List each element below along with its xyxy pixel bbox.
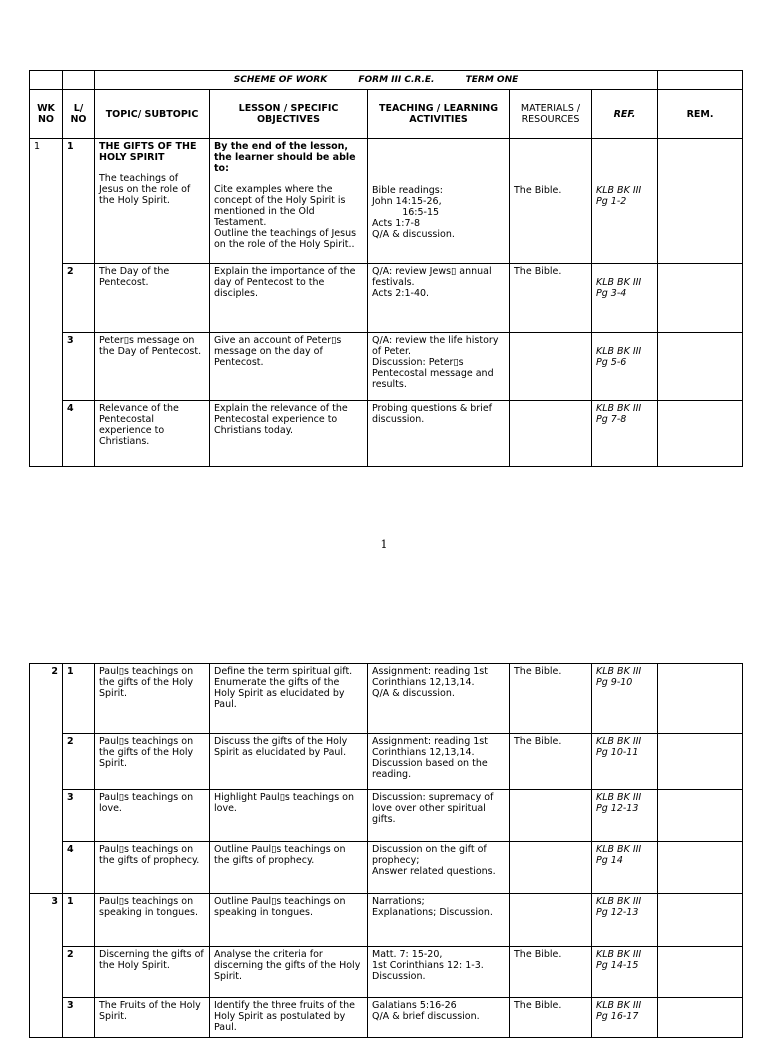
title-form: FORM III C.R.E. xyxy=(358,74,435,85)
header-row xyxy=(30,90,743,139)
page-number: 1 xyxy=(380,538,388,551)
objectives-cell: Give an account of Peter▯s message on the day of Pentecost. xyxy=(210,333,368,401)
objectives-cell: Identify the three fruits of the Holy Spirit as postulated by Paul. xyxy=(210,998,368,1038)
objectives-cell: Analyse the criteria for discerning the gifts of the Holy Spirit. xyxy=(210,947,368,998)
lesson-number: 2 xyxy=(63,947,95,998)
rem-cell xyxy=(658,894,743,947)
rem-cell xyxy=(658,842,743,894)
objectives-cell: Explain the importance of the day of Pentecost to the disciples. xyxy=(210,264,368,333)
objectives-cell: Discuss the gifts of the Holy Spirit as elucidated by Paul. xyxy=(210,734,368,790)
ref-cell: KLB BK III Pg 10-11 xyxy=(592,734,658,790)
header-ref: REF. xyxy=(592,90,658,139)
table-row xyxy=(30,947,743,998)
header-materials: MATERIALS / RESOURCES xyxy=(510,90,592,139)
materials-cell xyxy=(510,842,592,894)
rem-cell xyxy=(658,664,743,734)
scheme-of-work-table-page1 xyxy=(29,70,743,467)
materials-cell xyxy=(510,790,592,842)
rem-cell xyxy=(658,947,743,998)
activities-cell: Matt. 7: 15-20, 1st Corinthians 12: 1-3. Discussion. xyxy=(368,947,510,998)
activities-cell: Q/A: review the life history of Peter. Discussion: Peter▯s Pentecostal message and results. xyxy=(368,333,510,401)
activities-cell: Galatians 5:16-26 Q/A & brief discussion. xyxy=(368,998,510,1038)
header-activities: TEACHING / LEARNING ACTIVITIES xyxy=(368,90,510,139)
table-row xyxy=(30,333,743,401)
table-row xyxy=(30,734,743,790)
table-row xyxy=(30,998,743,1038)
objectives-cell: Outline Paul▯s teachings on the gifts of prophecy. xyxy=(210,842,368,894)
materials-cell: The Bible. xyxy=(510,264,592,333)
objectives-cell xyxy=(210,139,368,264)
title-term: TERM ONE xyxy=(465,74,519,85)
activities-cell: Assignment: reading 1st Corinthians 12,13,14. Discussion based on the reading. xyxy=(368,734,510,790)
lesson-number: 2 xyxy=(63,264,95,333)
objectives-cell: Outline Paul▯s teachings on speaking in tongues. xyxy=(210,894,368,947)
ref-cell: KLB BK III Pg 9-10 xyxy=(592,664,658,734)
document-title xyxy=(95,71,658,90)
ref-cell: KLB BK III Pg 7-8 xyxy=(592,401,658,467)
topic-cell: The Day of the Pentecost. xyxy=(95,264,210,333)
topic-cell xyxy=(95,139,210,264)
objectives-cell: Explain the relevance of the Pentecostal experience to Christians today. xyxy=(210,401,368,467)
activities-cell: Discussion on the gift of prophecy; Answer related questions. xyxy=(368,842,510,894)
header-topic: TOPIC/ SUBTOPIC xyxy=(95,90,210,139)
lesson-number: 4 xyxy=(63,401,95,467)
topic-cell: Paul▯s teachings on speaking in tongues. xyxy=(95,894,210,947)
rem-cell xyxy=(658,790,743,842)
lesson-number: 2 xyxy=(63,734,95,790)
activities-cell: Discussion: supremacy of love over other spiritual gifts. xyxy=(368,790,510,842)
topic-cell: Discerning the gifts of the Holy Spirit. xyxy=(95,947,210,998)
table-row xyxy=(30,264,743,333)
rem-cell xyxy=(658,401,743,467)
lesson-number: 1 xyxy=(63,139,95,264)
objectives-heading: By the end of the lesson, the learner should be able to: xyxy=(214,141,356,174)
rem-cell xyxy=(658,998,743,1038)
materials-cell xyxy=(510,401,592,467)
activities-cell: Bible readings: John 14:15-26, 16:5-15 Acts 1:7-8 Q/A & discussion. xyxy=(368,139,510,264)
topic-cell: Peter▯s message on the Day of Pentecost. xyxy=(95,333,210,401)
ref-cell: KLB BK III Pg 1-2 xyxy=(592,139,658,264)
activities-cell: Q/A: review Jews▯ annual festivals. Acts 2:1-40. xyxy=(368,264,510,333)
ref-cell: KLB BK III Pg 16-17 xyxy=(592,998,658,1038)
materials-cell xyxy=(510,333,592,401)
week-number: 2 xyxy=(30,664,63,894)
materials-cell xyxy=(510,894,592,947)
table-row xyxy=(30,401,743,467)
table-row xyxy=(30,894,743,947)
ref-cell: KLB BK III Pg 3-4 xyxy=(592,264,658,333)
title-row xyxy=(30,71,743,90)
topic-text: The teachings of Jesus on the role of the Holy Spirit. xyxy=(99,173,191,206)
topic-cell: Paul▯s teachings on the gifts of prophecy. xyxy=(95,842,210,894)
objectives-cell: Define the term spiritual gift. Enumerate the gifts of the Holy Spirit as elucidated by Paul. xyxy=(210,664,368,734)
rem-cell xyxy=(658,734,743,790)
topic-cell: Paul▯s teachings on love. xyxy=(95,790,210,842)
week-number: 1 xyxy=(30,139,63,467)
week-number: 3 xyxy=(30,894,63,1038)
table-row xyxy=(30,139,743,264)
objectives-cell: Highlight Paul▯s teachings on love. xyxy=(210,790,368,842)
activities-cell: Narrations; Explanations; Discussion. xyxy=(368,894,510,947)
materials-cell: The Bible. xyxy=(510,664,592,734)
topic-cell: Relevance of the Pentecostal experience to Christians. xyxy=(95,401,210,467)
ref-cell: KLB BK III Pg 12-13 xyxy=(592,894,658,947)
table-row xyxy=(30,664,743,734)
lesson-number: 3 xyxy=(63,333,95,401)
rem-cell xyxy=(658,333,743,401)
table-row xyxy=(30,842,743,894)
activities-cell: Assignment: reading 1st Corinthians 12,13,14. Q/A & discussion. xyxy=(368,664,510,734)
lesson-number: 4 xyxy=(63,842,95,894)
header-rem: REM. xyxy=(658,90,743,139)
objectives-text: Cite examples where the concept of the Holy Spirit is mentioned in the Old Testament. Outline the teachings of Jesus on the role of the Holy Spirit.. xyxy=(214,184,357,250)
materials-cell: The Bible. xyxy=(510,734,592,790)
header-lno: L/ NO xyxy=(63,90,95,139)
lesson-number: 3 xyxy=(63,998,95,1038)
ref-cell: KLB BK III Pg 14 xyxy=(592,842,658,894)
materials-cell: The Bible. xyxy=(510,947,592,998)
lesson-number: 1 xyxy=(63,894,95,947)
header-wk: WK NO xyxy=(30,90,63,139)
rem-cell xyxy=(658,264,743,333)
rem-cell xyxy=(658,139,743,264)
scheme-of-work-table-page2 xyxy=(29,663,743,1038)
title-scheme: SCHEME OF WORK xyxy=(233,74,328,85)
topic-cell: The Fruits of the Holy Spirit. xyxy=(95,998,210,1038)
ref-cell: KLB BK III Pg 12-13 xyxy=(592,790,658,842)
topic-cell: Paul▯s teachings on the gifts of the Holy Spirit. xyxy=(95,664,210,734)
lesson-number: 3 xyxy=(63,790,95,842)
activities-cell: Probing questions & brief discussion. xyxy=(368,401,510,467)
topic-cell: Paul▯s teachings on the gifts of the Holy Spirit. xyxy=(95,734,210,790)
topic-heading: THE GIFTS OF THE HOLY SPIRIT xyxy=(99,141,197,163)
table-row xyxy=(30,790,743,842)
materials-cell: The Bible. xyxy=(510,998,592,1038)
header-objectives: LESSON / SPECIFIC OBJECTIVES xyxy=(210,90,368,139)
materials-cell: The Bible. xyxy=(510,139,592,264)
ref-cell: KLB BK III Pg 14-15 xyxy=(592,947,658,998)
lesson-number: 1 xyxy=(63,664,95,734)
ref-cell: KLB BK III Pg 5-6 xyxy=(592,333,658,401)
